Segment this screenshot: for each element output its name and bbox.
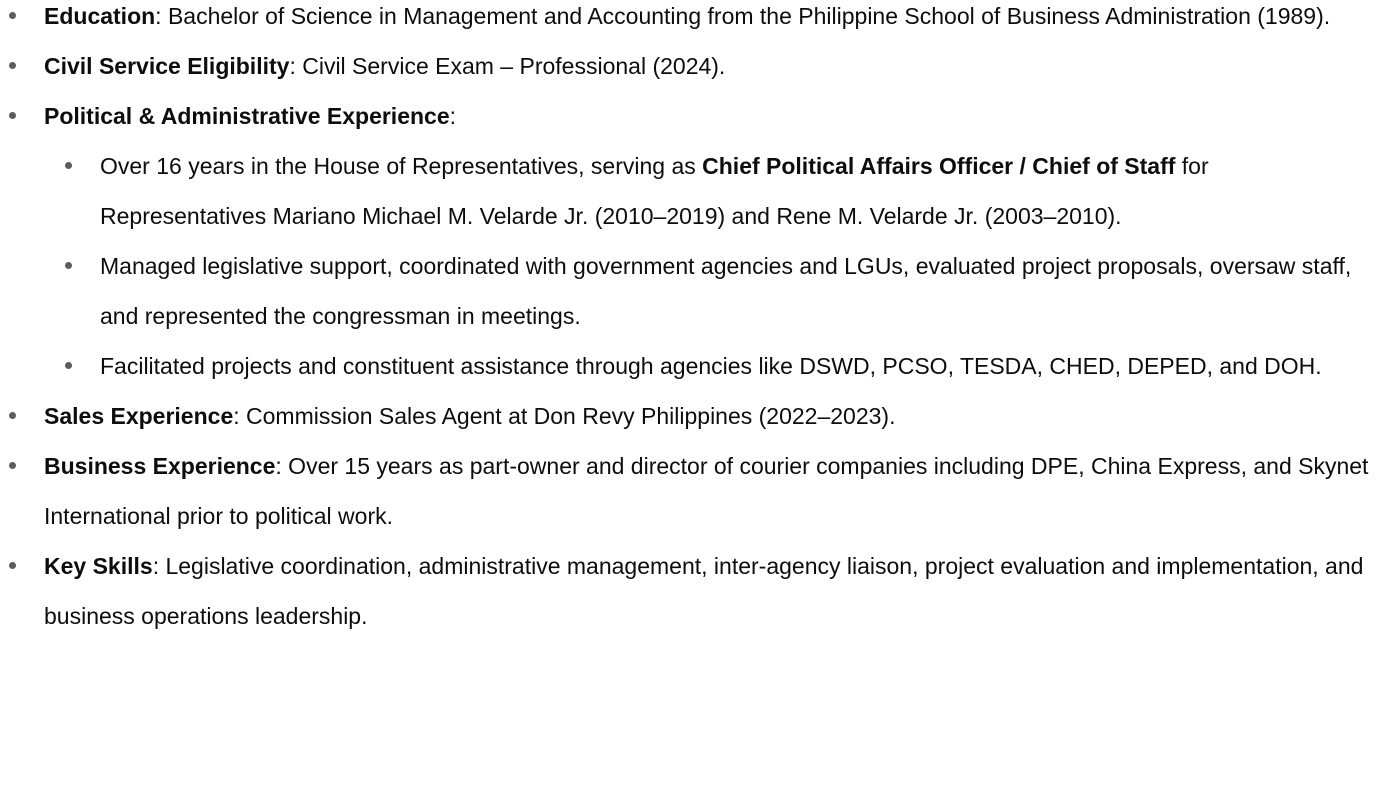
text-segment: for Representatives Mariano Michael M. Velarde Jr. (2010–2019) and Rene M. Velarde Jr. (2003–2010).: [100, 153, 1209, 229]
item-lead-bold: Business Experience: [44, 453, 276, 479]
text-segment: Managed legislative support, coordinated with government agencies and LGUs, evaluated project proposals, oversaw staff, and represented the congressman in meetings.: [100, 253, 1352, 329]
text-segment: : Legislative coordination, administrative management, inter-agency liaison, project evaluation and implementation, and business operations leadership.: [44, 553, 1364, 629]
text-segment: : Over 15 years as part-owner and director of courier companies including DPE, China Express, and Skynet International prior to political work.: [44, 453, 1369, 529]
list-item-house-of-representatives: [44, 141, 1374, 241]
list-item-facilitated-projects: [44, 341, 1374, 391]
nested-bullet-list: [44, 141, 1374, 391]
text-segment: : Commission Sales Agent at Don Revy Philippines (2022–2023).: [233, 403, 896, 429]
text-segment: : Bachelor of Science in Management and Accounting from the Philippine School of Business Administration (1989).: [155, 3, 1331, 29]
list-item-business-experience: [0, 441, 1374, 541]
list-item-civil-service-eligibility: [0, 41, 1374, 91]
text-segment: : Civil Service Exam – Professional (2024).: [289, 53, 726, 79]
list-item-education: [0, 0, 1374, 41]
item-lead-bold: Sales Experience: [44, 403, 234, 429]
item-lead-bold: Civil Service Eligibility: [44, 53, 290, 79]
text-segment: Over 16 years in the House of Representatives, serving as: [100, 153, 703, 179]
item-lead-bold: Education: [44, 3, 156, 29]
item-lead-bold: Political & Administrative Experience: [44, 103, 450, 129]
text-segment: Facilitated projects and constituent assistance through agencies like DSWD, PCSO, TESDA, CHED, DEPED, and DOH.: [100, 353, 1322, 379]
list-item-key-skills: [0, 541, 1374, 641]
text-segment-bold: Chief Political Affairs Officer / Chief of Staff: [702, 153, 1176, 179]
text-segment: :: [449, 103, 457, 129]
list-item-sales-experience: [0, 391, 1374, 441]
item-lead-bold: Key Skills: [44, 553, 153, 579]
list-item-managed-legislative-support: [44, 241, 1374, 341]
list-item-political-administrative-experience: [0, 91, 1374, 391]
